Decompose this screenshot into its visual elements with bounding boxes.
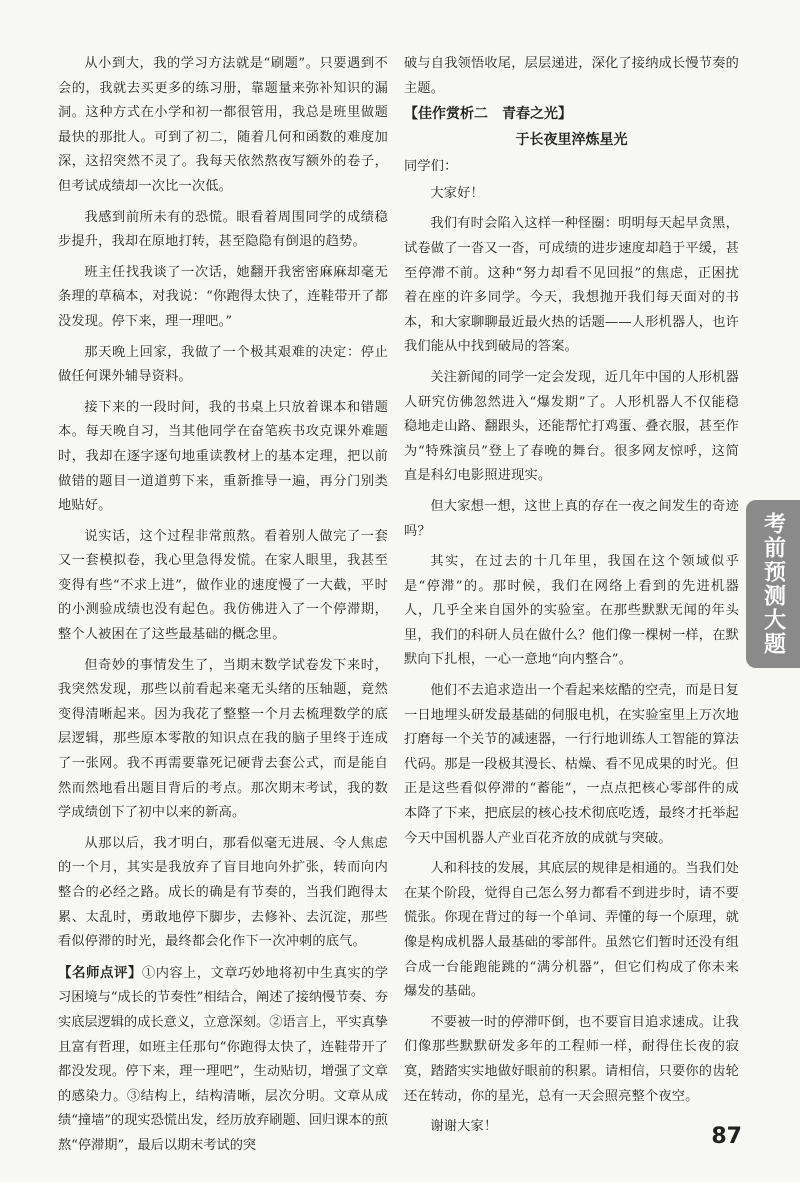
teacher-comment: [58, 961, 388, 1159]
right-paragraph: 但大家想一想，这世上真的存在一夜之间发生的奇迹吗？: [404, 498, 739, 539]
right-paragraph: 我们有时会陷入这样一种怪圈：明明每天起早贪黑，试卷做了一沓又一沓，可成绩的进步速度却趋于平缓，甚至停滞不前。这种“努力却看不见回报”的焦虑，正困扰着在座的许多同学。今天，我想抛开我们每天面对的书本，和大家聊聊最近最火热的话题——人形机器人，也许我们能从中找到破局的答案。: [404, 216, 739, 355]
left-paragraph: 接下来的一段时间，我的书桌上只放着课本和错题本。每天晚自习，当其他同学在奋笔疾书攻克课外难题时，我却在逐字逐句地重读教材上的基本定理，把以前做错的题目一道道剪下来，重新推导一遍，再分门别类地贴好。: [58, 399, 388, 514]
right-paragraph: 不要被一时的停滞吓倒，也不要盲目追求速成。让我们像那些默默研发多年的工程师一样，耐得住长夜的寂寞，踏踏实实地做好眼前的积累。请相信，只要你的齿轮还在转动，你的星光，总有一天会照亮整个夜空。: [404, 1014, 739, 1104]
left-paragraph: 从小到大，我的学习方法就是“刷题”。只要遇到不会的，我就去买更多的练习册，靠题量来弥补知识的漏洞。这种方式在小学和初一都很管用，我总是班里做题最快的那批人。可到了初二，随着几何和函数的难度加深，这招突然不灵了。我每天依然熬夜写额外的卷子，但考试成绩却一次比一次低。: [58, 56, 388, 194]
comment-tag: 【名师点评】: [58, 964, 143, 981]
right-paragraph: 其实，在过去的十几年里，我国在这个领域似乎是“停滞”的。那时候，我们在网络上看到的先进机器人，几乎全来自国外的实验室。在那些默默无闻的年头里，我们的科研人员在做什么？他们像一棵树一样，在默默向下扎根，一心一意地“向内整合”。: [404, 554, 739, 668]
left-paragraph: 说实话，这个过程非常煎熬。看着别人做完了一套又一套模拟卷，我心里急得发慌。在家人眼里，我甚至变得有些“不求上进”，做作业的速度慢了一大截，平时的小测验成绩也没有起色。我仿佛进入了一个停滞期，整个人被困在了这些最基础的概念里。: [58, 528, 388, 643]
right-column: [404, 52, 739, 1146]
left-paragraph: 但奇妙的事情发生了，当期末数学试卷发下来时，我突然发现，那些以前看起来毫无头绪的压轴题，竟然变得清晰起来。因为我花了整整一个月去梳理数学的底层逻辑，那些原本零散的知识点在我的脑子里终于连成了一张网。我不再需要靠死记硬背去套公式，而是能自然而然地看出题目背后的考点。那次期末考试，我的数学成绩创下了初中以来的新高。: [58, 657, 388, 821]
greeting: 同学们：: [404, 159, 458, 175]
right-paragraph: 大家好！: [430, 185, 484, 201]
right-paragraph: 关注新闻的同学一定会发现，近几年中国的人形机器人研究仿佛忽然进入“爆发期”了。人形机器人不仅能稳稳地走山路、翻跟头，还能帮忙打鸡蛋、叠衣服，甚至作为“特殊演员”登上了春晚的舞台。很多网友惊呼，这简直是科幻电影照进现实。: [404, 369, 739, 484]
comment-text: ①内容上，文章巧妙地将初中生真实的学习困境与“成长的节奏性”相结合，阐述了接纳慢节奏、夯实底层逻辑的成长意义，立意深刻。②语言上，平实真挚且富有哲理，如班主任那句“你跑得太快了，连鞋带开了都没发现。停下来，理一理吧”，生动贴切，增强了文章的感染力。③结构上，结构清晰，层次分明。文章从成绩“撞墙”的现实恐慌出发，经历放弃刷题、回归课本的煎熬“停滞期”，最后以期末考试的突: [58, 965, 389, 1153]
left-paragraph: 从那以后，我才明白，那看似毫无进展、令人焦虑的一个月，其实是我放弃了盲目地向外扩张，转而向内整合的必经之路。成长的确是有节奏的，当我们跑得太累、太乱时，勇敢地停下脚步，去修补、去沉淀，那些看似停滞的时光，最终都会化作下一次冲刺的底气。: [58, 835, 388, 950]
left-paragraph: 班主任找我谈了一次话，她翻开我密密麻麻却毫无条理的草稿本，对我说：“你跑得太快了，连鞋带开了都没发现。停下来，理一理吧。”: [58, 264, 388, 329]
comment-continuation: 破与自我领悟收尾，层层递进，深化了接纳成长慢节奏的主题。: [404, 56, 739, 96]
page-number: 87: [711, 1124, 742, 1149]
left-column: [58, 52, 388, 1159]
right-paragraph: 人和科技的发展，其底层的规律是相通的。当我们处在某个阶段，觉得自己怎么努力都看不到进步时，请不要慌张。你现在背过的每一个单词、弄懂的每一个原理，就像是构成机器人最基础的零部件。虽然它们暂时还没有组合成一台能跑能跳的“满分机器”，但它们构成了你未来爆发的基础。: [404, 861, 739, 1000]
side-tab: [746, 500, 800, 668]
essay-title: 于长夜里淬炼星光: [515, 132, 628, 149]
side-tab-label: 考前预测大题: [760, 512, 786, 656]
left-paragraph: 那天晚上回家，我做了一个极其艰难的决定：停止做任何课外辅导资料。: [58, 344, 388, 385]
right-paragraph: 谢谢大家！: [430, 1119, 498, 1135]
section-heading: 【佳作赏析二 青春之光】: [404, 106, 572, 123]
left-paragraph: 我感到前所未有的恐慌。眼看着周围同学的成绩稳步提升，我却在原地打转，甚至隐隐有倒退的趋势。: [58, 209, 388, 250]
right-paragraph: 他们不去追求造出一个看起来炫酷的空壳，而是日复一日地埋头研发最基础的伺服电机，在实验室里上万次地打磨每一个关节的减速器，一行行地训练人工智能的算法代码。那是一段极其漫长、枯燥、看不见成果的时光。但正是这些看似停滞的“蓄能”，一点点把核心零部件的成本降了下来，把底层的核心技术彻底吃透，最终才托举起今天中国机器人产业百花齐放的成就与突破。: [404, 683, 739, 846]
